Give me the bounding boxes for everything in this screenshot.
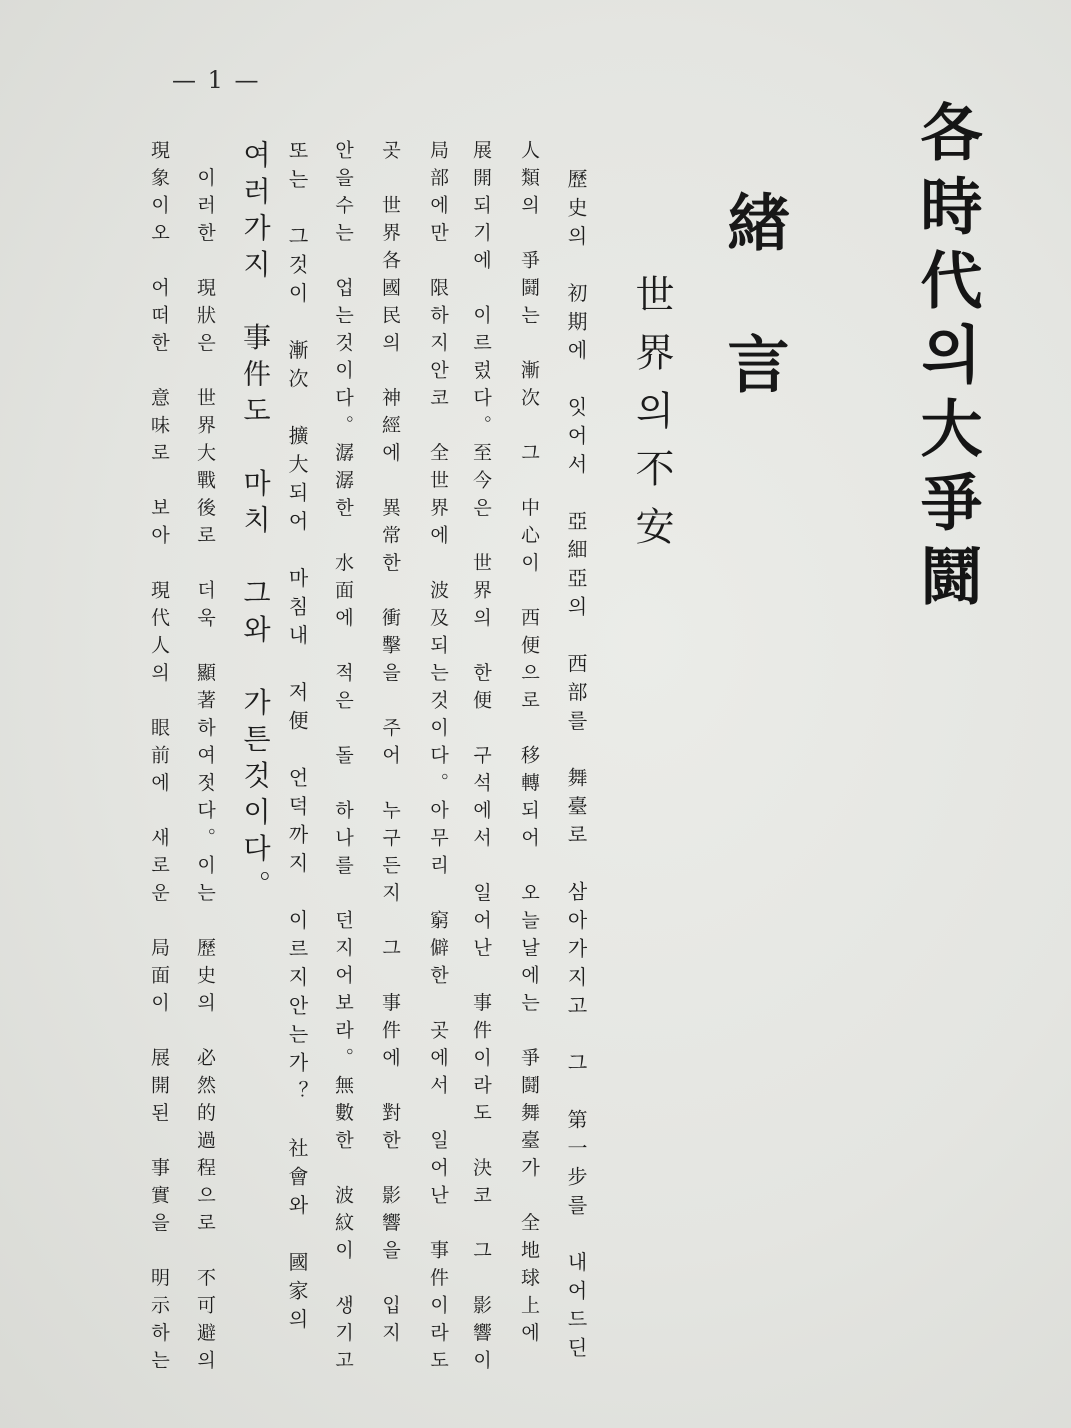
body-text-line-2: 人類의 爭鬪는 漸次 그 中心이 西便으로 移轉되어 오늘날에는 爭鬪舞臺가 全地球上에 [518, 140, 540, 1350]
section-heading: 緖言 [717, 190, 790, 474]
chapter-title: 各時代의大爭鬪 [910, 100, 983, 618]
body-text-line-5: 곳 世界各國民의 神經에 異常한 衝擊을 주어 누구든지 그 事件에 對한 影響을 입지 [379, 140, 401, 1350]
body-text-line-6: 안을수는 업는것이다。潺潺한 水面에 적은 돌 하나를 던지어보라。無數한 波紋이 생기고 [332, 140, 354, 1378]
body-text-line-3: 展開되기에 이르렀다。至今은 世界의 한便 구석에서 일어난 事件이라도 決코 그 影響이 [470, 140, 492, 1378]
body-text-line-9: 이러한 現狀은 世界大戰後로 더욱 顯著하여젓다。이는 歷史의 必然的過程으로 不可避의 [194, 140, 216, 1378]
body-text-line-7: 또는 그것이 漸次 擴大되어 마침내 저便 언덕까지 이르지안는가？ 社會와 國家의 [285, 140, 309, 1337]
body-text-line-10: 現象이오 어떠한 意味로 보아 現代人의 眼前에 새로운 局面이 展開된 事實을 明示하는 [148, 140, 170, 1378]
page-number: — 1 — [172, 66, 261, 94]
body-text-line-1: 歷史의 初期에 잇어서 亞細亞의 西部를 舞臺로 삼아가지고 그 第一步를 내어드딘 [564, 140, 588, 1366]
subsection-heading: 世界의不安 [629, 274, 674, 564]
body-text-line-4: 局部에만 限하지안코 全世界에 波及되는것이다。아무리 窮僻한 곳에서 일어난 事件이라도 [427, 140, 449, 1378]
body-text-line-8: 여러가지 事件도 마치 그와 가튼것이다。 [239, 140, 272, 907]
